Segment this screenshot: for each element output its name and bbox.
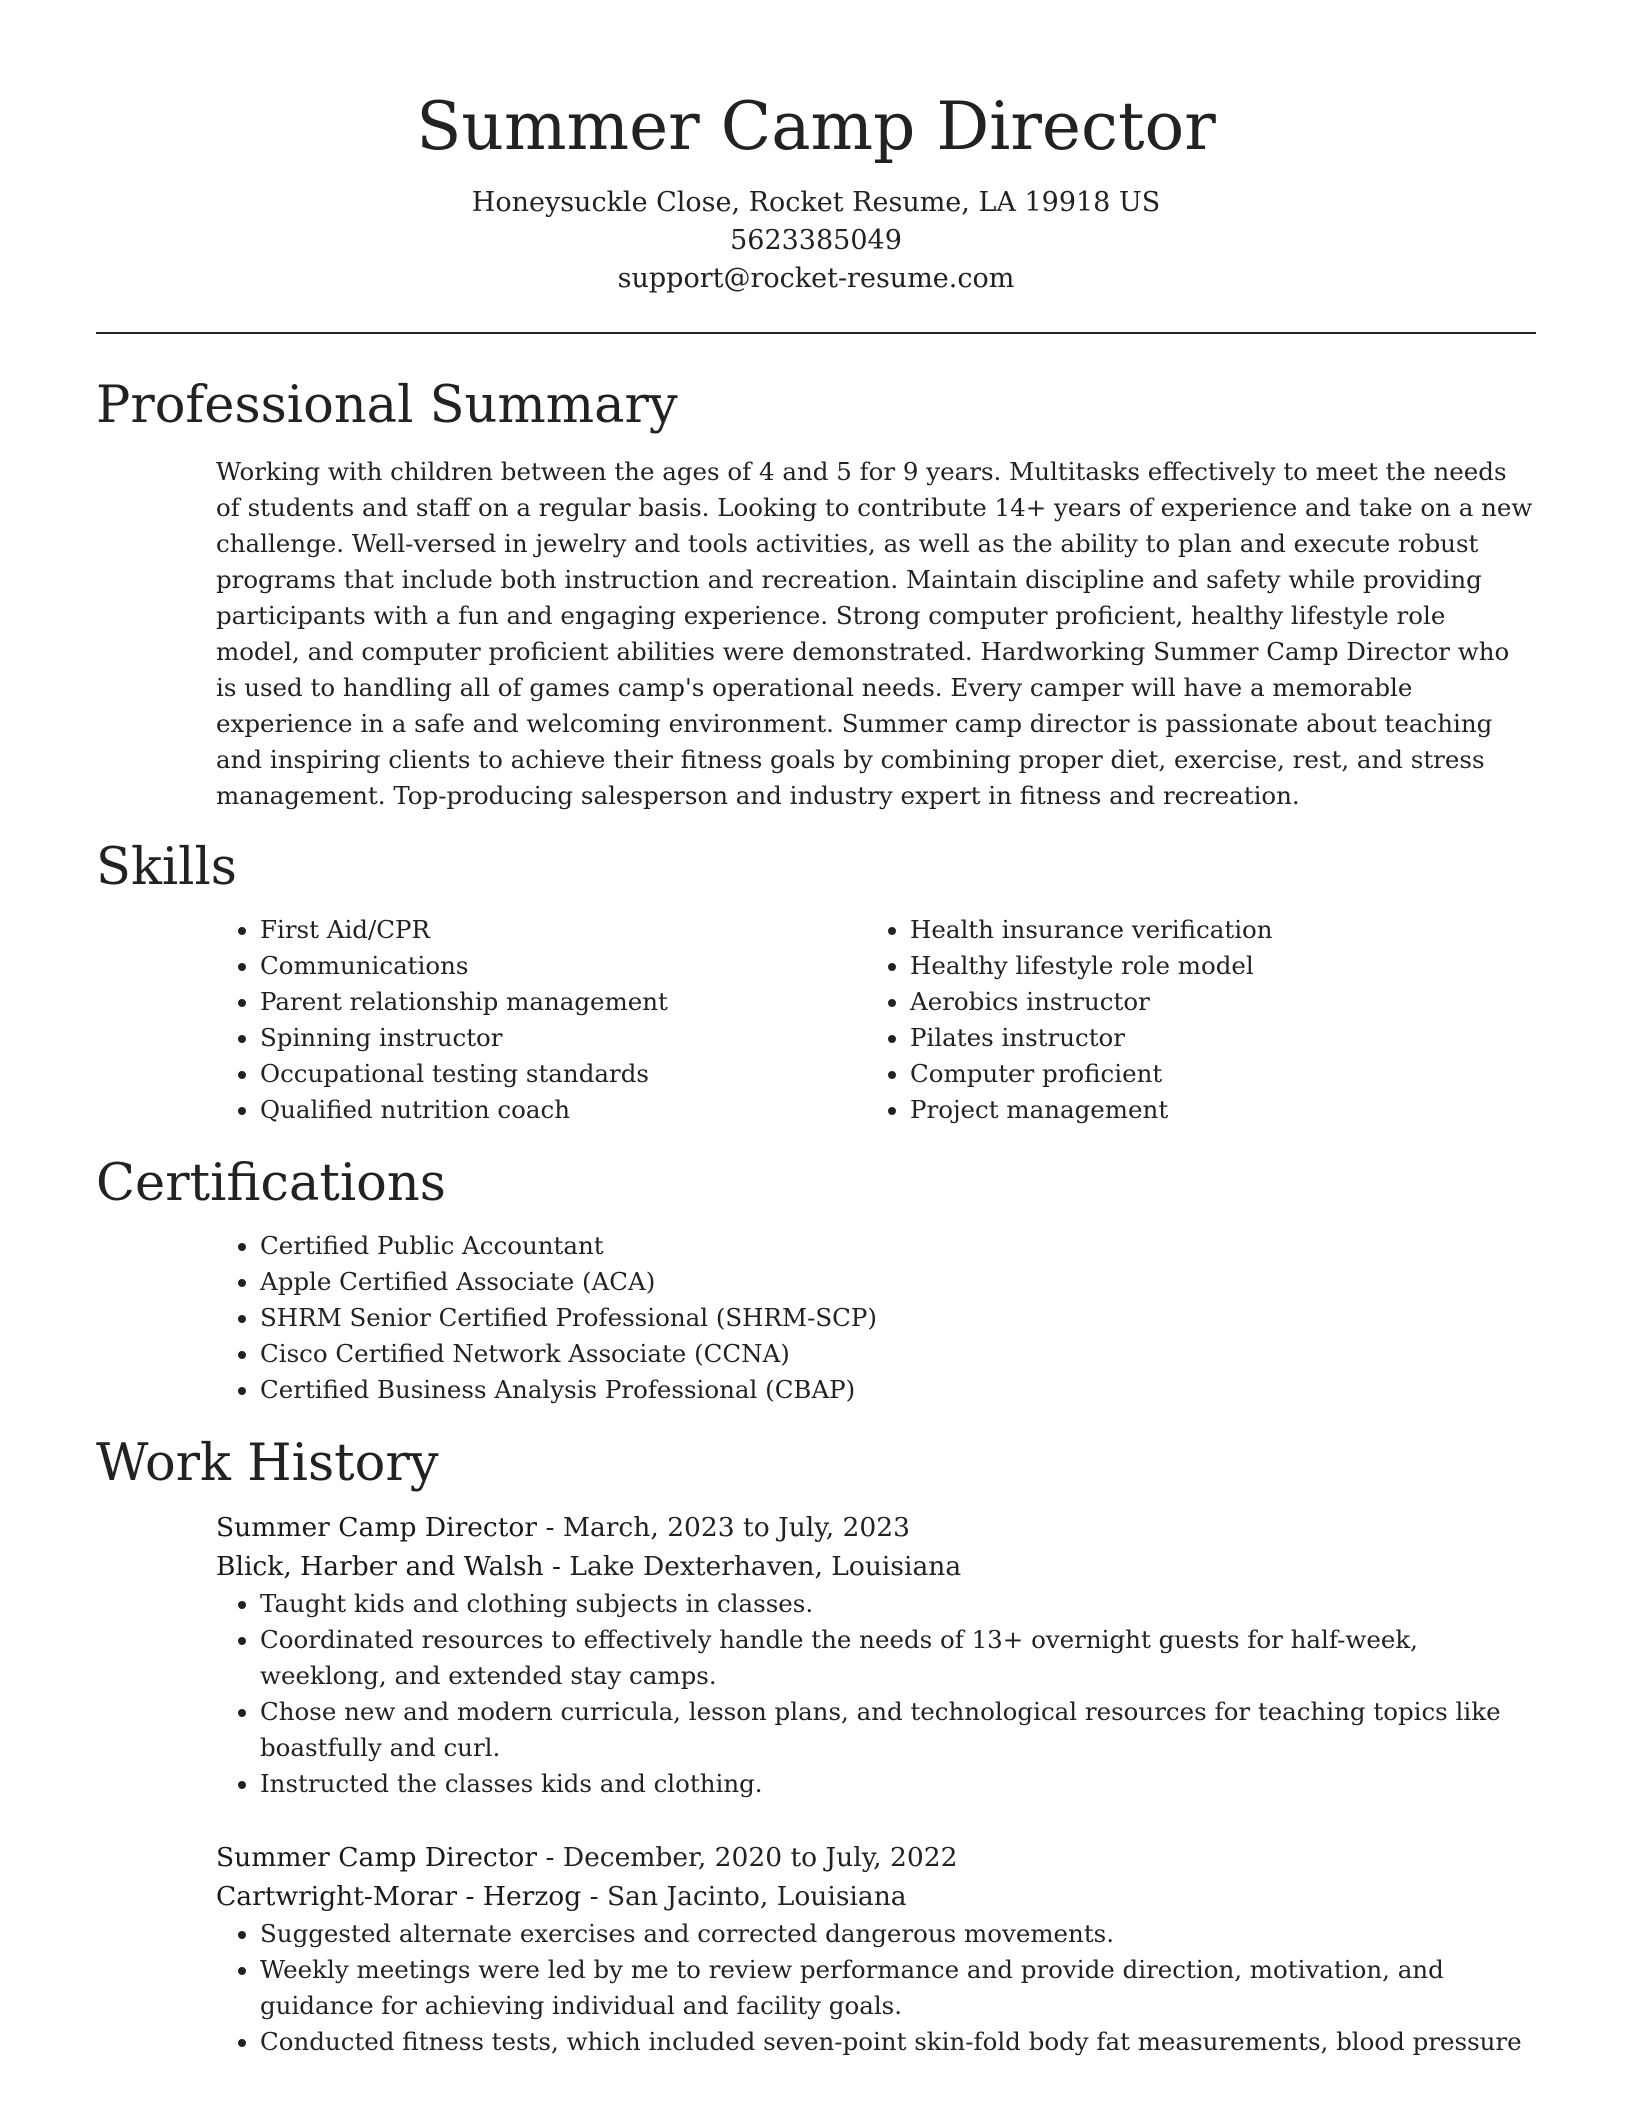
- certification-item: • Apple Certified Associate (ACA): [260, 1264, 1536, 1300]
- job-dates: - March, 2023 to July, 2023: [537, 1512, 910, 1543]
- summary-heading: Professional Summary: [96, 376, 678, 435]
- skill-item: • Project management: [910, 1092, 1516, 1128]
- job-company: Cartwright-Morar - Herzog: [216, 1881, 582, 1912]
- skill-item: • First Aid/CPR: [260, 912, 866, 948]
- job-duties: [216, 1916, 1536, 2060]
- job-duty: • Conducted fitness tests, which included seven-point skin-fold body fat measurements, blood pressure: [260, 2024, 1536, 2060]
- skill-item: • Aerobics instructor: [910, 984, 1516, 1020]
- header-divider: [96, 332, 1536, 334]
- certification-item: • Cisco Certified Network Associate (CCNA): [260, 1336, 1536, 1372]
- job-duty: • Taught kids and clothing subjects in classes.: [260, 1586, 1536, 1622]
- skills-column-left: [216, 912, 866, 1128]
- skill-item: • Health insurance verification: [910, 912, 1516, 948]
- certifications-list: [216, 1228, 1536, 1408]
- skill-item: • Parent relationship management: [260, 984, 866, 1020]
- job-location: - Lake Dexterhaven, Louisiana: [543, 1551, 962, 1582]
- contact-address: Honeysuckle Close, Rocket Resume, LA 19918 US: [471, 187, 1161, 218]
- job-duty: • Instructed the classes kids and clothing.: [260, 1766, 1536, 1802]
- job-duty: • Coordinated resources to effectively handle the needs of 13+ overnight guests for half-week, weeklong, and extended stay camps.: [260, 1622, 1536, 1694]
- job-duty: • Chose new and modern curricula, lesson plans, and technological resources for teaching topics like boastfully and curl.: [260, 1694, 1536, 1766]
- skill-item: • Spinning instructor: [260, 1020, 866, 1056]
- job-location: - San Jacinto, Louisiana: [581, 1881, 907, 1912]
- resume-page: [96, 0, 1536, 2060]
- certification-item: • SHRM Senior Certified Professional (SHRM-SCP): [260, 1300, 1536, 1336]
- skill-item: • Occupational testing standards: [260, 1056, 866, 1092]
- job-company: Blick, Harber and Walsh: [216, 1551, 544, 1582]
- job-duties: [216, 1586, 1536, 1802]
- skill-item: • Computer proficient: [910, 1056, 1516, 1092]
- job-dates: - December, 2020 to July, 2022: [537, 1842, 958, 1873]
- certifications-heading: Certifications: [96, 1154, 446, 1213]
- skills-column-right: [866, 912, 1516, 1128]
- job-company-line: [216, 1547, 1536, 1586]
- contact-block: [96, 184, 1536, 298]
- skill-item: • Communications: [260, 948, 866, 984]
- job-duty: • Weekly meetings were led by me to review performance and provide direction, motivation, and guidance for achieving individual and facility goals.: [260, 1952, 1536, 2024]
- job-title: Summer Camp Director: [216, 1842, 538, 1873]
- skill-item: • Healthy lifestyle role model: [910, 948, 1516, 984]
- job-entry: [216, 1508, 1536, 1802]
- certification-item: • Certified Public Accountant: [260, 1228, 1536, 1264]
- skills-heading: Skills: [96, 838, 237, 897]
- job-title-line: [216, 1838, 1536, 1877]
- contact-phone: 5623385049: [730, 225, 902, 256]
- job-duty: • Suggested alternate exercises and corrected dangerous movements.: [260, 1916, 1536, 1952]
- skill-item: • Qualified nutrition coach: [260, 1092, 866, 1128]
- skill-item: • Pilates instructor: [910, 1020, 1516, 1056]
- certification-item: • Certified Business Analysis Professional (CBAP): [260, 1372, 1536, 1408]
- candidate-name: Summer Camp Director: [416, 88, 1216, 165]
- work-history-heading: Work History: [96, 1434, 439, 1493]
- summary-text: Working with children between the ages of 4 and 5 for 9 years. Multitasks effectively to meet the needs of students and staff on a regular basis. Looking to contribute 14+ years of experience and take on a new challenge. Well-versed in jewelry and tools activities, as well as the ability to plan and execute robust programs that include both instruction and recreation. Maintain discipline and safety while providing participants with a fun and engaging experience. Strong computer proficient, healthy lifestyle role model, and computer proficient abilities were demonstrated. Hardworking Summer Camp Director who is used to handling all of games camp's operational needs. Every camper will have a memorable experience in a safe and welcoming environment. Summer camp director is passionate about teaching and inspiring clients to achieve their fitness goals by combining proper diet, exercise, rest, and stress management. Top-producing salesperson and industry expert in fitness and recreation.: [216, 457, 1533, 810]
- skills-list: [216, 912, 1536, 1128]
- job-company-line: [216, 1877, 1536, 1916]
- contact-email: support@rocket-resume.com: [617, 263, 1015, 294]
- job-title-line: [216, 1508, 1536, 1547]
- job-entry: [216, 1838, 1536, 2060]
- job-title: Summer Camp Director: [216, 1512, 538, 1543]
